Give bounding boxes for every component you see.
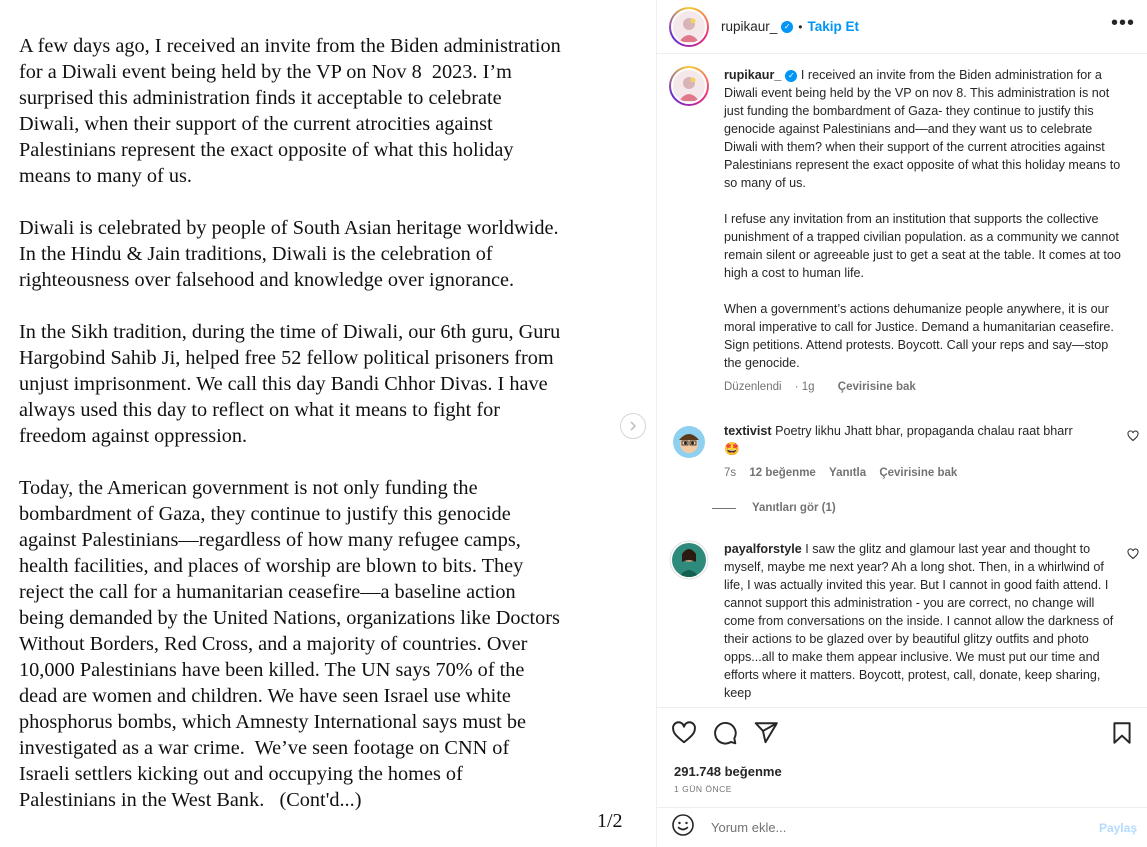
cartoon-avatar-icon (669, 422, 709, 462)
post-comment-button[interactable]: Paylaş (1098, 820, 1137, 835)
post-paragraph-3: In the Sikh tradition, during the time of Diwali, our 6th guru, Guru Hargobind Sahib Ji, helped free 52 fellow political prisoners from unjust imprisonment. We call this day Bandi Chhor Divas. I have always used this day to reflect on what it means to fight for freedom against oppression. (19, 321, 561, 447)
more-options-icon[interactable]: ••• (1110, 12, 1135, 34)
post-actions (657, 707, 1147, 807)
caption-username[interactable]: rupikaur_ (724, 68, 782, 82)
like-heart-icon[interactable] (671, 720, 699, 748)
author-avatar[interactable] (669, 7, 709, 47)
reply-button[interactable]: Yanıtla (829, 467, 867, 479)
commenter-username[interactable]: textivist (724, 424, 772, 438)
caption-translate-link[interactable]: Çevirisine bak (837, 381, 916, 393)
comment-translate-link[interactable]: Çevirisine bak (879, 467, 958, 479)
caption-meta (724, 378, 1124, 396)
share-paper-plane-icon[interactable] (753, 720, 781, 748)
comment-input[interactable] (711, 820, 1099, 835)
post-side-panel (656, 0, 1147, 847)
comment-item (669, 422, 1139, 492)
comment-like-heart-icon[interactable] (1127, 430, 1139, 445)
caption-paragraph-2: I refuse any invitation from an institution that supports the collective punishment of a trapped civilian population. as a community we cannot remain silent or agreeable just to get a seat at the table. It comes at too high a cost to human life. (724, 212, 1121, 280)
view-replies-label: Yanıtları gör (1) (752, 502, 836, 514)
page-indicator: 1/2 (597, 810, 623, 832)
header-separator: • (798, 19, 803, 34)
caption-avatar[interactable] (669, 66, 709, 106)
emoji-smiley-icon[interactable] (671, 813, 695, 842)
likes-count[interactable]: 291.748 beğenme (674, 764, 782, 779)
replies-divider (712, 508, 736, 509)
post-paragraph-4: Today, the American government is not only funding the bombardment of Gaza, they continue to justify this genocide against Palestinians—regardless of how many refugee camps, health facilities, and places of worship are blown to bits. They reject the call for a humanitarian ceasefire—a baseline action being demanded by the United Nations, organizations like Doctors Without Borders, Red Cross, and a majority of countries. Over 10,000 Palestinians have been killed. The UN says 70% of the dead are women and children. We have seen Israel use white phosphorus bombs, which Amnesty International says must be investigated as a war crime. We’ve seen footage on CNN of Israeli settlers kicking out and occupying the homes of Palestinians in the West Bank. (Cont'd...) (19, 477, 560, 811)
verified-badge-icon: ✓ (781, 21, 793, 33)
post-text (19, 33, 619, 839)
comment-emoji: 🤩 (724, 442, 740, 456)
author-username[interactable]: rupikaur_ (721, 19, 778, 34)
follow-button[interactable]: Takip Et (807, 19, 859, 34)
photo-avatar-icon (669, 540, 709, 580)
comment-body (724, 422, 1124, 482)
commenter-avatar[interactable] (669, 540, 709, 580)
save-bookmark-icon[interactable] (1109, 720, 1137, 748)
commenter-username[interactable]: payalforstyle (724, 542, 802, 556)
avatar-portrait-icon (674, 12, 704, 42)
view-replies-button[interactable] (712, 502, 836, 514)
chevron-right-icon (628, 421, 638, 431)
comment-body (724, 540, 1124, 702)
comments-list[interactable] (657, 54, 1147, 707)
avatar-portrait-icon (674, 71, 704, 101)
comment-text: Poetry likhu Jhatt bhar, propaganda chalau raat bharr (775, 424, 1073, 438)
comment-meta (724, 464, 1124, 482)
comment-bubble-icon[interactable] (712, 720, 740, 748)
comment-likes[interactable]: 12 beğenme (749, 467, 816, 479)
add-comment-bar (657, 807, 1147, 847)
comment-like-heart-icon[interactable] (1127, 548, 1139, 563)
comment-item (669, 540, 1139, 707)
post-header (657, 0, 1147, 54)
comment-time: 7s (724, 467, 737, 479)
post-paragraph-2: Diwali is celebrated by people of South Asian heritage worldwide. In the Hindu & Jain traditions, Diwali is the celebration of righteousness over falsehood and knowledge over ignorance. (19, 217, 559, 291)
caption-body (724, 66, 1124, 396)
post-paragraph-1: A few days ago, I received an invite from the Biden administration for a Diwali event being held by the VP on Nov 8 2023. I’m surprised this administration finds it acceptable to celebrate Diwali, when their support of the current atrocities against Palestinians represent the exact opposite of what this holiday means to many of us. (19, 35, 561, 187)
next-image-button[interactable] (620, 413, 646, 439)
comment-text: I saw the glitz and glamour last year and thought to myself, maybe me next year? Ah a long shot. Then, in a whirlwind of life, I was actually invited this year. But I cannot in good faith attend. I cannot support this administration - you are correct, no change will come from conversations on the inside. I cannot allow the darkness of their actions to be glazed over by beautiful glitzy outfits and photo opps...all to make them appear inclusive. We must put our time and efforts where it matters. Boycott, protest, call, donate, keep sharing, keep (724, 542, 1114, 700)
post-timestamp: 1 GÜN ÖNCE (674, 784, 732, 794)
caption-edited: Düzenlendi · 1g (724, 381, 815, 393)
verified-badge-icon: ✓ (785, 70, 797, 82)
commenter-avatar[interactable] (669, 422, 709, 462)
caption-paragraph-3: When a government’s actions dehumanize people anywhere, it is our moral imperative to call for Justice. Demand a humanitarian ceasefire. Sign petitions. Attend protests. Boycott. Call your reps and say—stop the genocide. (724, 302, 1114, 370)
caption-paragraph-1: I received an invite from the Biden administration for a Diwali event being held by the VP on nov 8. This administration is not just funding the bombardment of Gaza- they continue to justify this genocide against Palestinians and—and they want us to celebrate Diwali with them? when their support of the current atrocities against Palestinians represent the exact opposite of what this holiday means to so many of us. (724, 68, 1121, 190)
